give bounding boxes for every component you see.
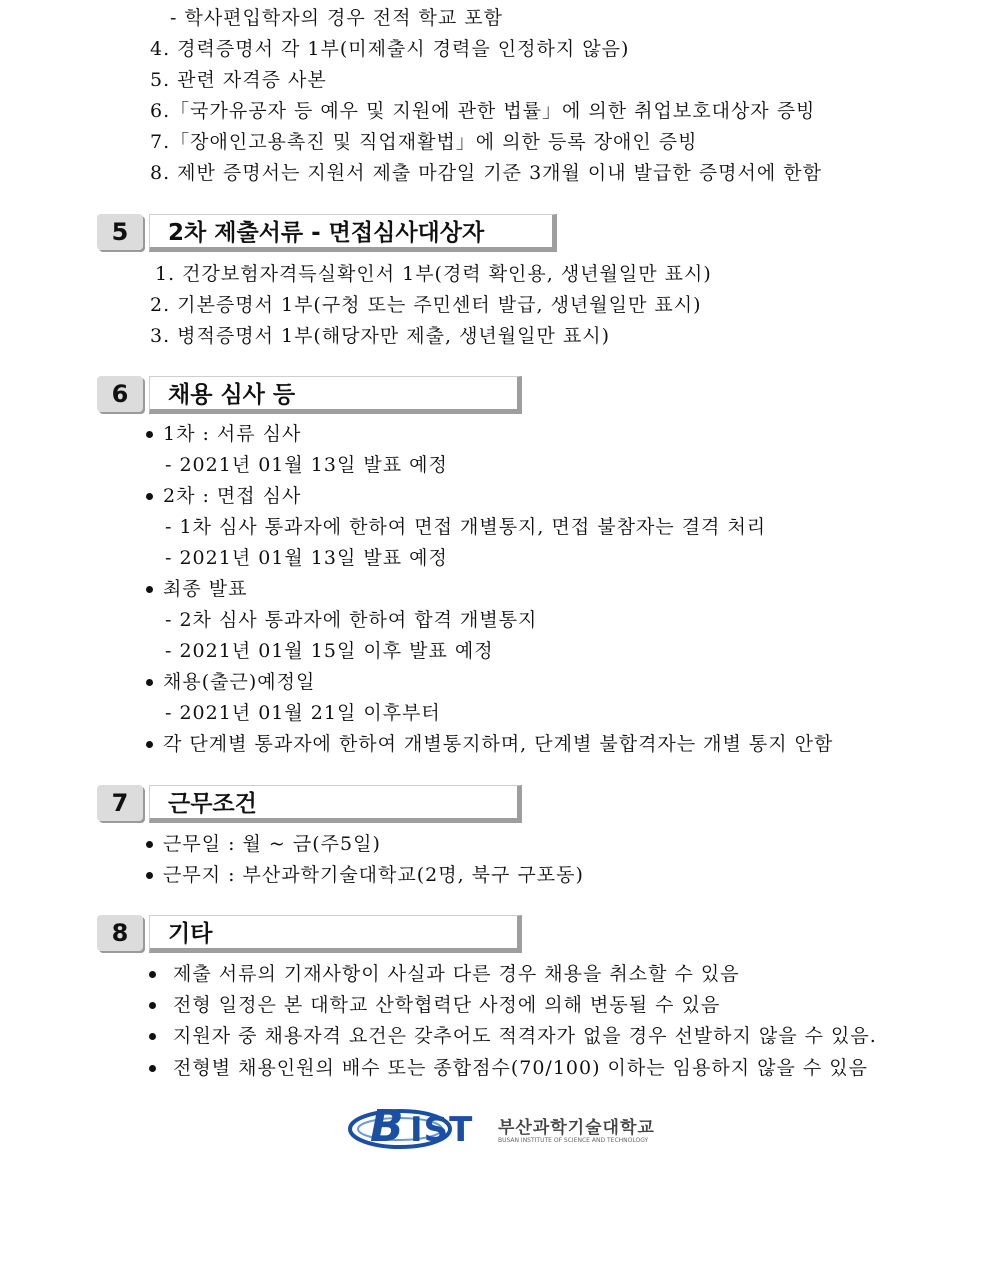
list-item: 근무일 : 월 ~ 금(주5일) xyxy=(163,833,381,855)
bullet-icon xyxy=(149,1033,156,1040)
section-number: 5 xyxy=(97,214,143,250)
list-item: 1. 건강보험자격득실확인서 1부(경력 확인용, 생년월일만 표시) xyxy=(155,263,712,285)
list-item: 채용(출근)예정일 xyxy=(163,671,316,693)
bullet-icon xyxy=(146,679,153,686)
bullet-icon xyxy=(146,872,153,879)
section-title: 기타 xyxy=(149,915,522,953)
list-item: - 2021년 01월 13일 발표 예정 xyxy=(165,454,448,476)
list-item: 전형별 채용인원의 배수 또는 종합점수(70/100) 이하는 임용하지 않을 수 있음 xyxy=(173,1057,868,1079)
list-item: 4. 경력증명서 각 1부(미제출시 경력을 인정하지 않음) xyxy=(150,38,630,60)
bullet-icon xyxy=(149,1002,156,1009)
list-item: - 1차 심사 통과자에 한하여 면접 개별통지, 면접 불참자는 결격 처리 xyxy=(165,516,767,538)
logo-korean-name: 부산과학기술대학교 xyxy=(498,1118,655,1138)
section-title: 근무조건 xyxy=(149,785,522,823)
list-item: 최종 발표 xyxy=(163,578,248,600)
list-item: 2차 : 면접 심사 xyxy=(163,485,302,507)
logo-english-name: BUSAN INSTITUTE OF SCIENCE AND TECHNOLOGY xyxy=(498,1137,649,1144)
list-item: 3. 병적증명서 1부(해당자만 제출, 생년월일만 표시) xyxy=(150,325,611,347)
list-item: 전형 일정은 본 대학교 산학협력단 사정에 의해 변동될 수 있음 xyxy=(173,994,721,1016)
list-item: 5. 관련 자격증 사본 xyxy=(150,69,327,91)
logo-letter-b: B xyxy=(370,1101,404,1152)
list-item: - 2차 심사 통과자에 한하여 합격 개별통지 xyxy=(165,609,538,631)
section-number: 8 xyxy=(97,915,143,951)
list-item: - 2021년 01월 15일 이후 발표 예정 xyxy=(165,640,494,662)
list-item: - 2021년 01월 21일 이후부터 xyxy=(165,702,441,724)
bullet-icon xyxy=(146,431,153,438)
section-number: 7 xyxy=(97,785,143,821)
list-item: 1차 : 서류 심사 xyxy=(163,423,302,445)
list-item: 제출 서류의 기재사항이 사실과 다른 경우 채용을 취소할 수 있음 xyxy=(173,963,740,985)
bullet-icon xyxy=(146,586,153,593)
bullet-icon xyxy=(149,971,156,978)
list-item: 2. 기본증명서 1부(구청 또는 주민센터 발급, 생년월일만 표시) xyxy=(150,294,702,316)
list-item: - 학사편입학자의 경우 전적 학교 포함 xyxy=(170,7,503,29)
logo-letters-ist: IST xyxy=(410,1110,474,1150)
list-item: 지원자 중 채용자격 요건은 갖추어도 적격자가 없을 경우 선발하지 않을 수 있음. xyxy=(173,1025,877,1047)
section-title: 2차 제출서류 - 면접심사대상자 xyxy=(149,214,557,252)
bullet-icon xyxy=(146,741,153,748)
section-number: 6 xyxy=(97,376,143,412)
bullet-icon xyxy=(146,841,153,848)
list-item: 7.「장애인고용촉진 및 직업재활법」에 의한 등록 장애인 증빙 xyxy=(150,131,698,153)
list-item: - 2021년 01월 13일 발표 예정 xyxy=(165,547,448,569)
bullet-icon xyxy=(146,493,153,500)
university-logo xyxy=(348,1103,668,1153)
list-item: 6.「국가유공자 등 예우 및 지원에 관한 법률」에 의한 취업보호대상자 증빙 xyxy=(150,100,816,122)
list-item: 근무지 : 부산과학기술대학교(2명, 북구 구포동) xyxy=(163,864,584,886)
section-title: 채용 심사 등 xyxy=(149,376,522,414)
list-item: 8. 제반 증명서는 지원서 제출 마감일 기준 3개월 이내 발급한 증명서에 한함 xyxy=(150,162,822,184)
bullet-icon xyxy=(149,1065,156,1072)
list-item: 각 단계별 통과자에 한하여 개별통지하며, 단계별 불합격자는 개별 통지 안함 xyxy=(163,733,834,755)
